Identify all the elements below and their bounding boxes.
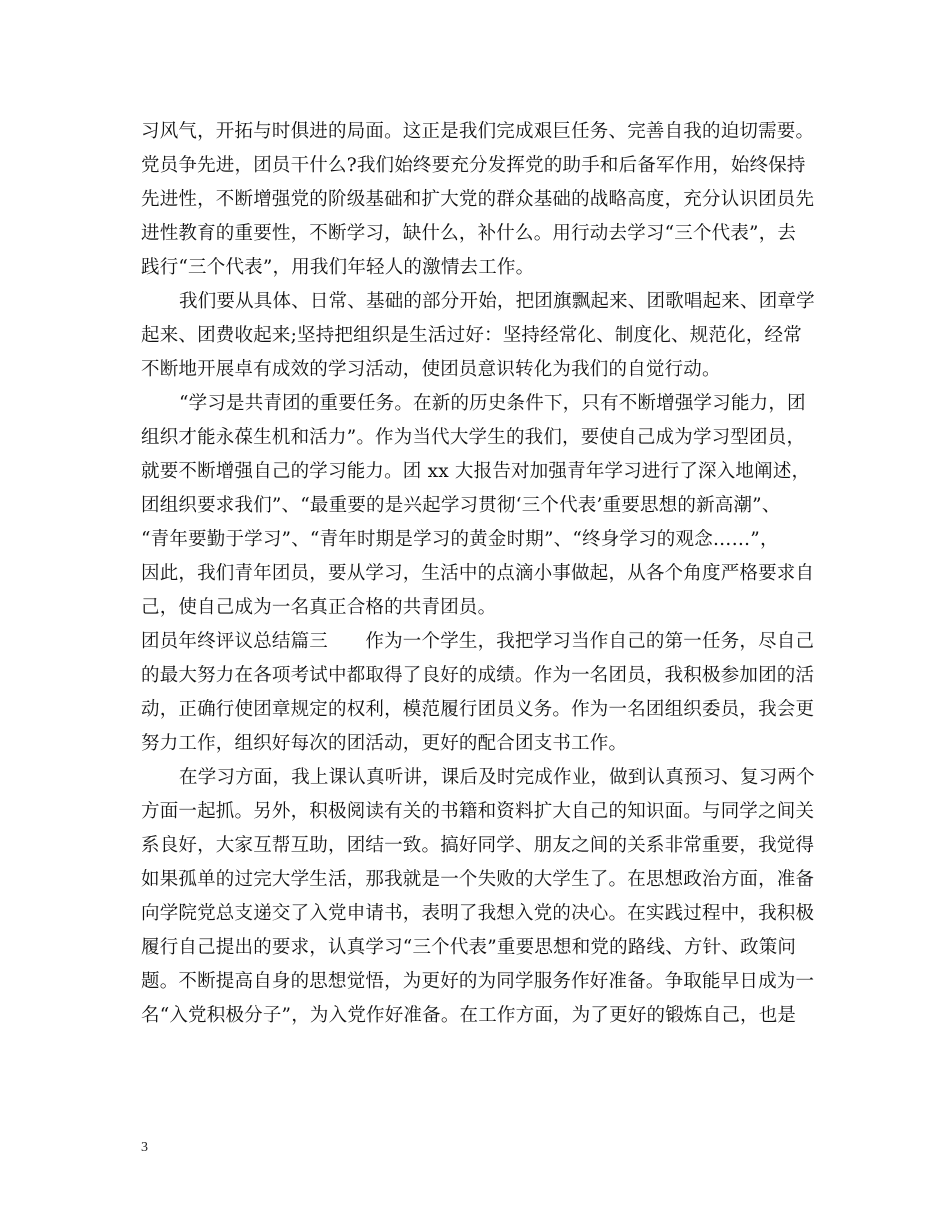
page-number: 3 [141, 1140, 148, 1155]
section-heading-line: 团员年终评议总结篇三 作为一个学生，我把学习当作自己的第一任务，尽自己 [141, 631, 815, 652]
text-line: 努力工作，组织好每次的团活动，更好的配合团支书工作。 [141, 733, 628, 754]
text-line: 方面一起抓。另外，积极阅读有关的书籍和资料扩大自己的知识面。与同学之间关 [141, 801, 815, 822]
text-line: 先进性，不断增强党的阶级基础和扩大党的群众基础的战略高度，充分认识团员先 [141, 189, 815, 210]
text-line: 履行自己提出的要求，认真学习“三个代表”重要思想和党的路线、方针、政策问 [141, 937, 797, 958]
text-line: 团组织要求我们”、“最重要的是兴起学习贯彻‘三个代表’重要思想的新高潮”、 [141, 495, 781, 516]
text-line: 习风气，开拓与时俱进的局面。这正是我们完成艰巨任务、完善自我的迫切需要。 [141, 121, 815, 142]
text-line: 向学院党总支递交了入党申请书，表明了我想入党的决心。在实践过程中，我积极 [141, 903, 815, 924]
text-line: “学习是共青团的重要任务。在新的历史条件下，只有不断增强学习能力，团 [179, 393, 806, 414]
text-line: 系良好，大家互帮互助，团结一致。搞好同学、朋友之间的关系非常重要，我觉得 [141, 835, 815, 856]
body-text [141, 115, 821, 1033]
text-line: 践行“三个代表”，用我们年轻人的激情去工作。 [141, 257, 535, 278]
text-line: 我们要从具体、日常、基础的部分开始，把团旗飘起来、团歌唱起来、团章学 [179, 291, 815, 312]
text-line: 己，使自己成为一名真正合格的共青团员。 [141, 597, 497, 618]
text-line: 党员争先进，团员干什么?我们始终要充分发挥党的助手和后备军作用，始终保持 [141, 155, 806, 176]
text-line: 的最大努力在各项考试中都取得了良好的成绩。作为一名团员，我积极参加团的活 [141, 665, 815, 686]
text-line: 不断地开展卓有成效的学习活动，使团员意识转化为我们的自觉行动。 [141, 359, 721, 380]
text-line: 在学习方面，我上课认真听讲，课后及时完成作业，做到认真预习、复习两个 [179, 767, 815, 788]
text-line: 名“入党积极分子”，为入党作好准备。在工作方面，为了更好的锻炼自己，也是 [141, 1005, 797, 1026]
text-line: 组织才能永葆生机和活力”。作为当代大学生的我们，要使自己成为学习型团员， [141, 427, 806, 448]
text-line: 起来、团费收起来;坚持把组织是生活过好：坚持经常化、制度化、规范化，经常 [141, 325, 802, 346]
text-line: 进性教育的重要性，不断学习，缺什么，补什么。用行动去学习“三个代表”，去 [141, 223, 797, 244]
text-line: 题。不断提高自身的思想觉悟，为更好的为同学服务作好准备。争取能早日成为一 [141, 971, 815, 992]
text-line: 就要不断增强自己的学习能力。团 xx 大报告对加强青年学习进行了深入地阐述， [141, 461, 811, 482]
text-line: 因此，我们青年团员，要从学习，生活中的点滴小事做起，从各个角度严格要求自 [141, 563, 815, 584]
text-line: 动，正确行使团章规定的权利，模范履行团员义务。作为一名团组织委员，我会更 [141, 699, 815, 720]
text-line: “青年要勤于学习”、“青年时期是学习的黄金时期”、“终身学习的观念……”， [141, 529, 779, 550]
text-line: 如果孤单的过完大学生活，那我就是一个失败的大学生了。在思想政治方面，准备 [141, 869, 815, 890]
